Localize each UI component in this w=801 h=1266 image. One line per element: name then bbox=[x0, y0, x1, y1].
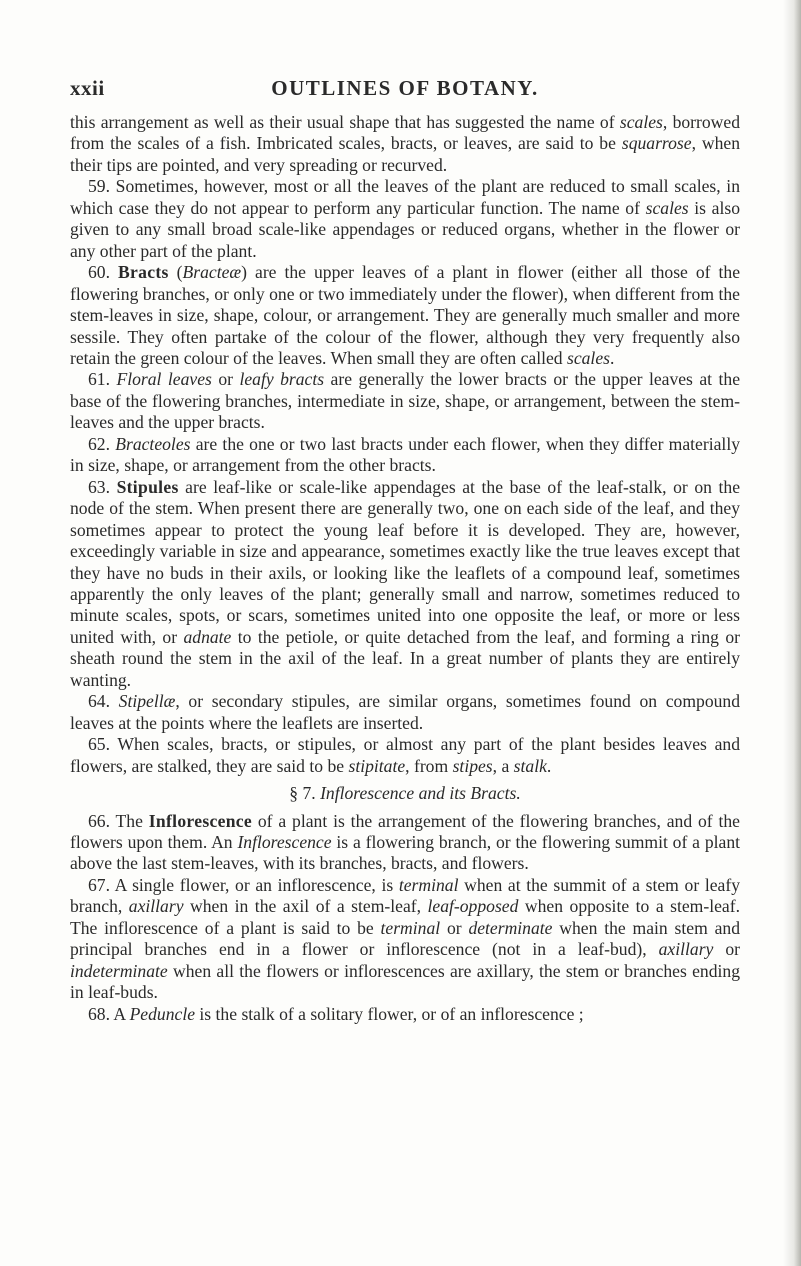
text-run: to the petiole, or quite detached from the leaf, and forming a ring or sheath round the stem in the axil of the leaf. In a great number of plants they are entirely wanting. bbox=[70, 626, 740, 690]
text-run: ) are the upper leaves of a plant in flower (either all those of the flowering branches, or only one or two immediately under the flower), when different from the stem-leaves in size, shape, colour, or arrangement. They are generally much smaller and more sessile. They often partake of the colour of the flower, although they very frequently also retain the green colour of the leaves. When small they are often called bbox=[70, 262, 741, 368]
italic-term: scales bbox=[645, 197, 689, 218]
text-run: when opposite to a stem-leaf. The inflorescence of a plant is said to be bbox=[70, 896, 740, 938]
text-run: is also given to any small broad scale-like appendages or reduced organs, whether in the flower or any other part of the plant. bbox=[70, 197, 741, 261]
paragraph-67 bbox=[70, 875, 740, 1004]
italic-term: terminal bbox=[380, 917, 441, 938]
paragraph-65 bbox=[70, 734, 740, 777]
section-title: Inflorescence and its Bracts. bbox=[320, 783, 521, 804]
italic-term: squarrose bbox=[621, 133, 692, 154]
text-run: , from bbox=[405, 755, 453, 776]
italic-term: leaf-opposed bbox=[427, 896, 519, 917]
paragraph-68 bbox=[70, 1004, 740, 1025]
paragraph-number: 63. bbox=[88, 476, 117, 497]
italic-term: determinate bbox=[468, 917, 553, 938]
paragraph-62 bbox=[70, 434, 740, 477]
italic-term: Bracteoles bbox=[115, 433, 191, 454]
paragraph-64 bbox=[70, 691, 740, 734]
text-run: , a bbox=[492, 755, 514, 776]
bold-term: Stipules bbox=[116, 476, 179, 497]
text-run: 59. Sometimes, however, most or all the leaves of the plant are reduced to small scales, in which case they do not appear to perform any particular function. The name of bbox=[70, 176, 740, 218]
body-text bbox=[70, 112, 740, 1025]
page-number: xxii bbox=[70, 76, 105, 100]
paragraph-number: 62. bbox=[88, 433, 116, 454]
running-head: OUTLINES OF BOTANY. bbox=[271, 76, 539, 100]
paragraph-number: 60. bbox=[88, 262, 118, 283]
page-edge-shadow bbox=[783, 0, 801, 1266]
italic-term: Floral leaves bbox=[116, 369, 212, 390]
text-run: ( bbox=[168, 262, 183, 283]
page-header bbox=[70, 76, 740, 106]
text-run: this arrangement as well as their usual shape that has suggested the name of bbox=[70, 112, 620, 132]
italic-term: scales bbox=[566, 347, 610, 368]
bold-term: Inflorescence bbox=[148, 810, 252, 831]
paragraph-number: 68. A bbox=[88, 1003, 130, 1024]
italic-term: leafy bracts bbox=[239, 369, 325, 390]
paragraph-61 bbox=[70, 369, 740, 433]
text-run: , or secondary stipules, are similar organs, sometimes found on compound leaves at the points where the leaflets are inserted. bbox=[70, 691, 741, 733]
paragraph-number: 64. bbox=[88, 691, 119, 712]
paragraph-59 bbox=[70, 176, 740, 262]
text-run: . bbox=[609, 347, 615, 368]
italic-term: indeterminate bbox=[70, 960, 168, 981]
bold-term: Bracts bbox=[118, 262, 169, 283]
text-run: , borrowed from the scales of a fish. Imbricated scales, bracts, or leaves, are said to be bbox=[70, 112, 740, 154]
italic-term: stalk bbox=[513, 755, 547, 776]
italic-term: Bracteæ bbox=[182, 262, 242, 283]
italic-term: axillary bbox=[128, 896, 184, 917]
text-run: are leaf-like or scale-like appendages at the base of the leaf-stalk, or on the node of the stem. When present there are generally two, one on each side of the leaf, and they sometimes appear to protect the young leaf before it is developed. They are, however, exceedingly variable in size and appearance, sometimes exactly like the true leaves except that they have no buds in their axils, or looking like the leaflets of a compound leaf, sometimes apparently the only leaves of the plant; generally small and narrow, sometimes reduced to minute scales, spots, or scars, sometimes united into one opposite the leaf, or more or less united with, or bbox=[70, 476, 740, 647]
text-run: is a flowering branch, or the flowering summit of a plant above the last stem-leaves, with its branches, bracts, and flowers. bbox=[70, 831, 741, 874]
section-number: § 7. bbox=[289, 783, 316, 804]
italic-term: axillary bbox=[658, 939, 714, 960]
italic-term: terminal bbox=[398, 874, 459, 895]
text-run: or bbox=[211, 369, 240, 390]
italic-term: stipes bbox=[452, 755, 493, 776]
text-run: . bbox=[546, 755, 552, 776]
paragraph-number: 61. bbox=[88, 369, 117, 390]
text-run: when the main stem and principal branches end in a flower or inflorescence (not in a leaf-bud), bbox=[70, 917, 740, 960]
text-run: or bbox=[440, 917, 469, 938]
paragraph-66 bbox=[70, 811, 740, 875]
text-run: 65. When scales, bracts, or stipules, or almost any part of the plant besides leaves and flowers, are stalked, they are said to be bbox=[70, 734, 740, 776]
text-run: are generally the lower bracts or the upper leaves at the base of the flowering branches, intermediate in size, shape, or arrangement, between the stem-leaves and the upper bracts. bbox=[70, 369, 741, 433]
paragraph-number: 66. The bbox=[88, 810, 149, 831]
italic-term: Inflorescence bbox=[237, 831, 332, 852]
paragraph-60 bbox=[70, 262, 740, 369]
text-run: or bbox=[713, 939, 740, 960]
italic-term: scales bbox=[619, 112, 663, 132]
text-run: when at the summit of a stem or leafy branch, bbox=[70, 874, 740, 917]
italic-term: stipitate bbox=[348, 755, 406, 776]
paragraph-63 bbox=[70, 477, 740, 692]
section-heading bbox=[70, 783, 740, 804]
italic-term: Stipellæ bbox=[118, 691, 176, 712]
paragraph-continuation bbox=[70, 112, 740, 176]
text-run: when all the flowers or inflorescences are axillary, the stem or branches ending in leaf-buds. bbox=[70, 960, 740, 1003]
italic-term: adnate bbox=[183, 626, 232, 647]
text-run: , when their tips are pointed, and very spreading or recurved. bbox=[70, 133, 741, 175]
text-run: when in the axil of a stem-leaf, bbox=[183, 896, 428, 917]
text-run: is the stalk of a solitary flower, or of an inflorescence ; bbox=[195, 1003, 584, 1024]
text-run: 67. A single flower, or an inflorescence, is bbox=[88, 874, 399, 895]
text-run: of a plant is the arrangement of the flowering branches, and of the flowers upon them. An bbox=[70, 810, 740, 852]
text-run: are the one or two last bracts under each flower, when they differ materially in size, shape, or arrangement from the other bracts. bbox=[70, 433, 740, 476]
italic-term: Peduncle bbox=[129, 1003, 196, 1024]
